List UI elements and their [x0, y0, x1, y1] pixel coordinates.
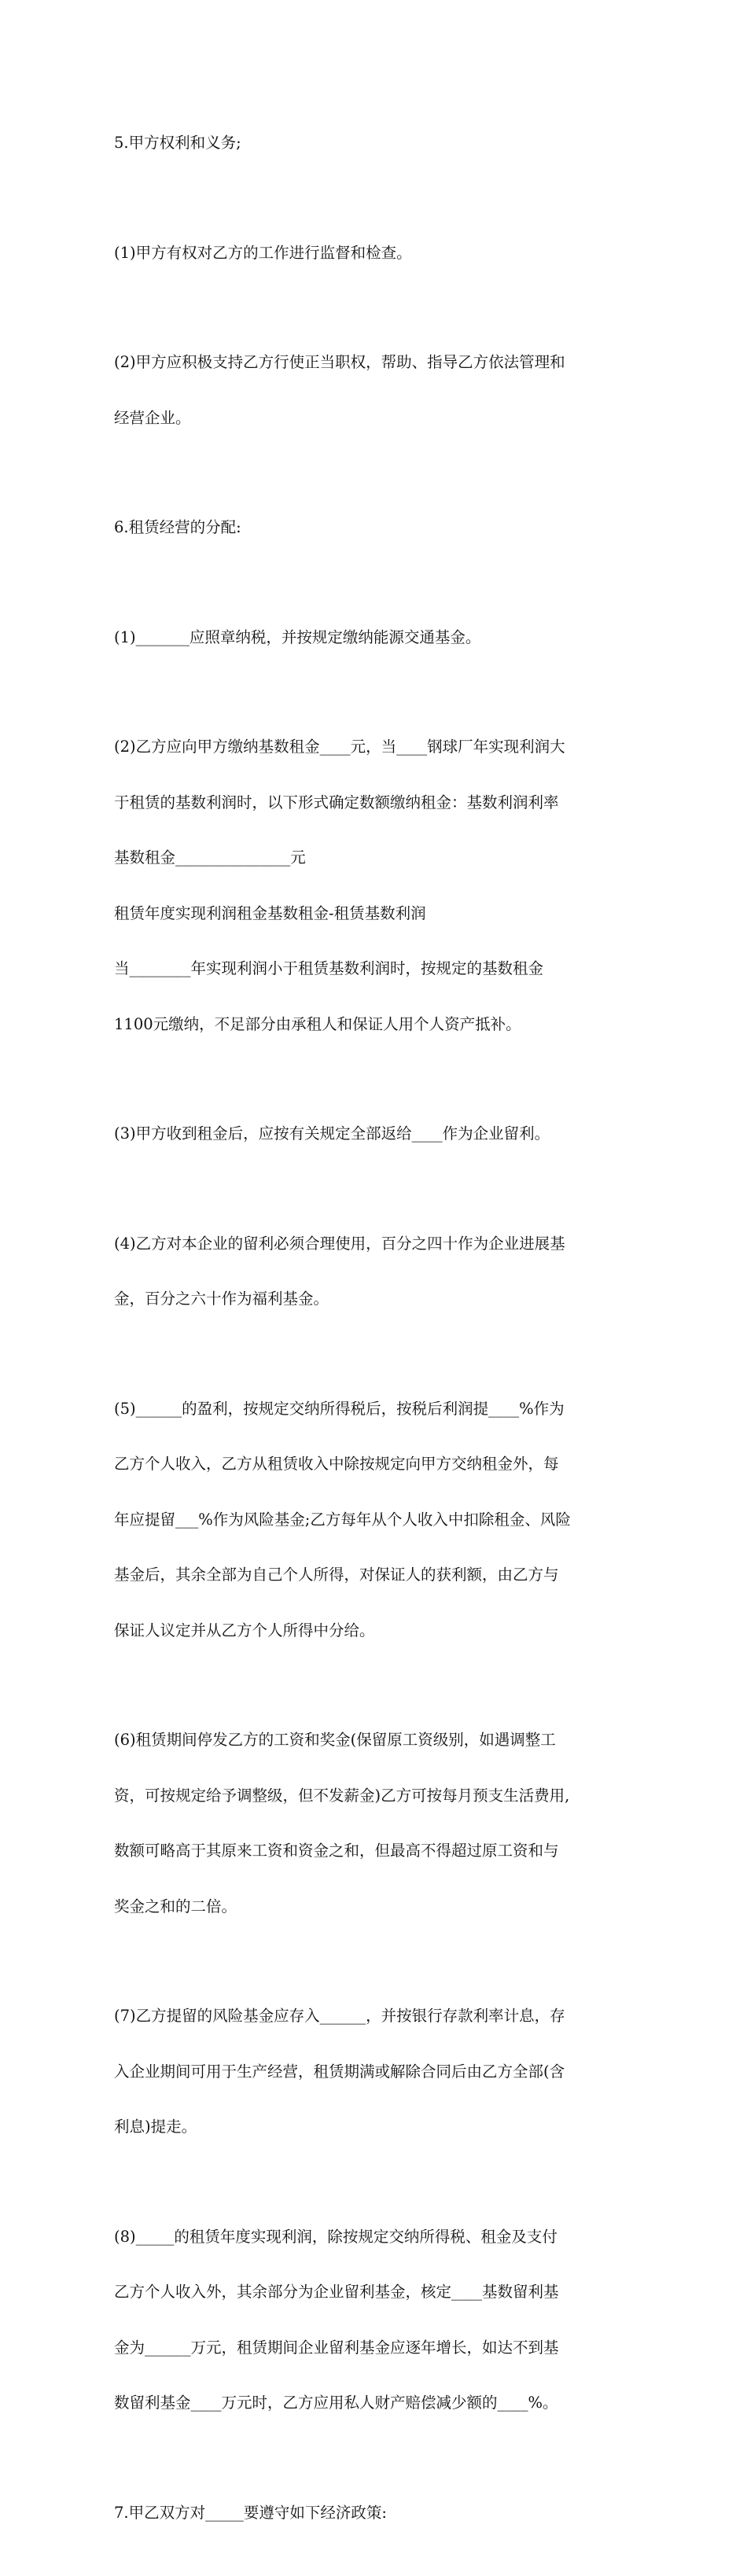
- text-line: 奖金之和的二倍。: [114, 1897, 237, 1915]
- text-line: 数留利基金____万元时，乙方应用私人财产赔偿减少额的____%。: [114, 2394, 558, 2412]
- text-line: 租赁年度实现利润租金基数租金-租赁基数利润: [114, 903, 426, 922]
- text-line: (1)_______应照章纳税，并按规定缴纳能源交通基金。: [114, 627, 481, 646]
- clause-6-1: [114, 591, 638, 684]
- section-7-heading: [114, 2467, 638, 2559]
- text-line: 入企业期间可用于生产经营，租赁期满或解除合同后由乙方全部(含: [114, 2062, 565, 2081]
- clause-6-6: [114, 1694, 638, 1952]
- text-line: 5.甲方权利和义务;: [114, 134, 241, 152]
- text-line: 乙方个人收入，乙方从租赁收入中除按规定向甲方交纳租金外，每: [114, 1455, 559, 1473]
- text-line: 基金后，其余全部为自己个人所得，对保证人的获利额，由乙方与: [114, 1566, 559, 1584]
- text-line: 数额可略高于其原来工资和资金之和，但最高不得超过原工资和与: [114, 1842, 559, 1860]
- clause-6-5: [114, 1363, 638, 1677]
- clause-6-2: [114, 701, 638, 1070]
- clause-5-2: [114, 316, 638, 464]
- text-line: (3)甲方收到租金后，应按有关规定全部返给____作为企业留利。: [114, 1124, 550, 1143]
- text-line: 于租赁的基数利润时，以下形式确定数额缴纳租金：基数利润利率: [114, 793, 559, 811]
- text-line: 7.甲乙双方对_____要遵守如下经济政策:: [114, 2503, 387, 2522]
- text-line: (5)______的盈利，按规定交纳所得税后，按税后利润提____%作为: [114, 1399, 565, 1418]
- clause-6-7: [114, 1970, 638, 2173]
- text-line: (6)租赁期间停发乙方的工资和奖金(保留原工资级别，如遇调整工: [114, 1731, 556, 1749]
- text-line: (8)_____的租赁年度实现利润，除按规定交纳所得税、租金及支付: [114, 2227, 557, 2246]
- text-line: 资，可按规定给予调整级，但不发薪金)乙方可按每月预支生活费用,: [114, 1786, 570, 1805]
- text-line: (2)甲方应积极支持乙方行使正当职权，帮助、指导乙方依法管理和: [114, 353, 565, 371]
- clause-6-4: [114, 1198, 638, 1345]
- text-line: 金，百分之六十作为福利基金。: [114, 1290, 329, 1308]
- text-line: 金为______万元，租赁期间企业留利基金应逐年增长，如达不到基: [114, 2338, 559, 2357]
- text-line: 保证人议定并从乙方个人所得中分给。: [114, 1621, 375, 1639]
- text-line: 当________年实现利润小于租赁基数利润时，按规定的基数租金: [114, 959, 544, 977]
- section-5-heading: [114, 97, 638, 190]
- text-line: (2)乙方应向甲方缴纳基数租金____元，当____钢球厂年实现利润大: [114, 738, 565, 756]
- clause-5-1: [114, 207, 638, 300]
- text-line: (4)乙方对本企业的留利必须合理使用，百分之四十作为企业进展基: [114, 1234, 565, 1253]
- text-line: 基数租金_______________元: [114, 848, 306, 867]
- text-line: (1)甲方有权对乙方的工作进行监督和检查。: [114, 243, 412, 262]
- text-line: 乙方个人收入外，其余部分为企业留利基金，核定____基数留利基: [114, 2283, 559, 2301]
- text-line: 6.租赁经营的分配:: [114, 518, 241, 536]
- text-line: 利息)提走。: [114, 2118, 197, 2136]
- text-line: (7)乙方提留的风险基金应存入______，并按银行存款利率计息，存: [114, 2007, 565, 2025]
- clause-6-8: [114, 2191, 638, 2449]
- section-6-heading: [114, 481, 638, 574]
- text-line: 经营企业。: [114, 408, 191, 427]
- text-line: 年应提留___%作为风险基金;乙方每年从个人收入中扣除租金、风险: [114, 1510, 571, 1529]
- text-line: 1100元缴纳，不足部分由承租人和保证人用个人资产抵补。: [114, 1014, 521, 1033]
- clause-6-3: [114, 1087, 638, 1180]
- document-page: [114, 97, 638, 2576]
